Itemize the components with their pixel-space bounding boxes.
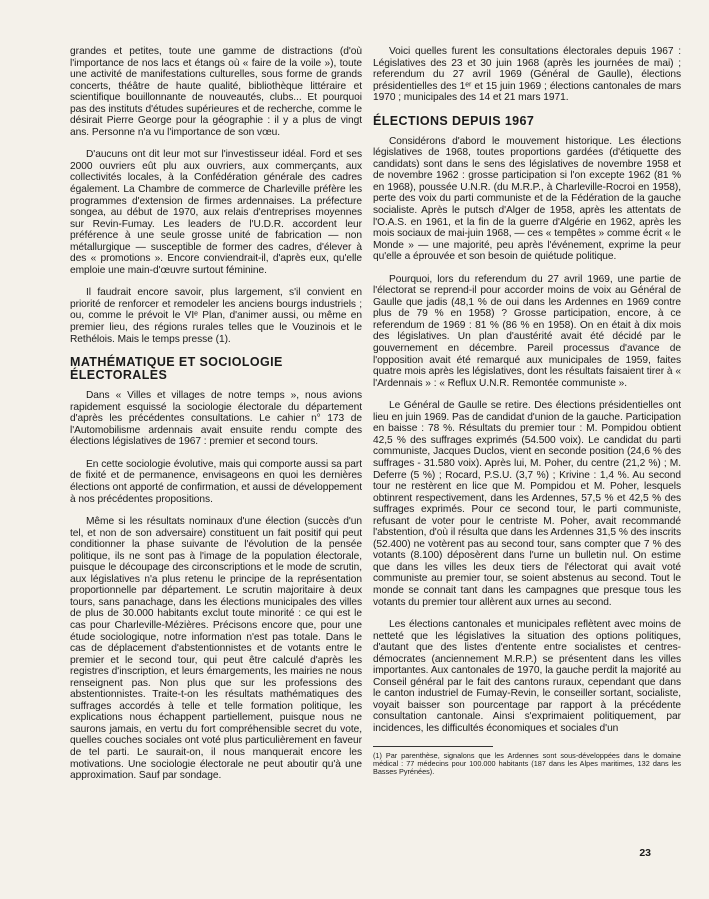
paragraph: En cette sociologie évolutive, mais qui comporte aussi sa part de fixité et de permanence, envisageons en quoi les dernières élections ont apporté de confirmation, et aussi de développement à nos précédentes propositions. [70,458,362,505]
paragraph: Les élections cantonales et municipales reflètent avec moins de netteté que les législatives la situation des options politiques, d'autant que des listes d'entente entre socialistes et centres-démocrates (anciennement M.R.P.) se présentent dans les villes importantes. Aux cantonales de 1970, la gauche perdit la majorité au Conseil général par le fait des cantons ruraux, cependant que dans le canton industriel de Fumay-Revin, le conseiller sortant, socialiste, voyait baisser son pourcentage par rapport à la précédente consultation cantonale. Ainsi s'exprimaient politiquement, par incidences, les difficultés économiques et sociales d'un [373,619,681,734]
left-column [70,46,362,793]
section-heading: MATHÉMATIQUE ET SOCIOLOGIE ÉLECTORALES [70,355,283,383]
paragraph: Voici quelles furent les consultations électorales depuis 1967 : Législatives des 23 et 30 juin 1968 (après les journées de mai) ; referendum du 27 avril 1969 (Général de Gaulle), élections présidentielles des 1ᵉʳ et 15 juin 1969 ; élections cantonales de mars 1970 ; municipales des 14 et 21 mars 1971. [373,46,681,104]
paragraph: grandes et petites, toute une gamme de distractions (d'où l'importance de nos lacs et étangs où « faire de la voile »), toute une activité de manifestations culturelles, sous forme de grands concerts, théâtre de haute qualité, bibliothèque littéraire et scientifique bouillonnante de nouveautés, clubs... Et pourquoi pas des instituts d'études supérieures et de recherche, comme le désirait Pierre George pour la géographie : il y a plus de vingt ans. Personne n'a vu l'importance de son vœu. [70,46,362,138]
footnote: (1) Par parenthèse, signalons que les Ardennes sont sous-développées dans le domaine médical : 77 médecins pour 100.000 habitants (187 dans les Alpes maritimes, 132 dans les Basses Pyrénées). [373,750,681,777]
page-number: 23 [639,847,651,859]
paragraph: Pourquoi, lors du referendum du 27 avril 1969, une partie de l'électorat se reprend-il pour accorder moins de voix au Général de Gaulle que jadis (48,1 % de oui dans les Ardennes en 1969 contre plus de 79 % en 1958) ? Grosse participation, encore, à ce referendum de 1969 : 81 % (86 % en 1958). On en était à dix mois des législatives. Un plan d'austérité avait été décidé par le gouvernement en décembre. Pareil processus d'avance de l'opposition avait été remarqué aux municipales de 1959, faites quatre mois après les législatives, dont les résultats faisaient tirer à « l'Ardennais » : « Reflux U.N.R. Remontée communiste ». [373,273,681,389]
paragraph: Il faudrait encore savoir, plus largement, s'il convient en priorité de renforcer et remodeler les anciens bourgs industriels ; ou, comme le prévoit le VIᵉ Plan, d'animer aussi, ou même en premier lieu, des régions rurales telles que le Vouzinois et le Rethélois. Mais le temps presse (1). [70,287,362,345]
paragraph: Le Général de Gaulle se retire. Des élections présidentielles ont lieu en juin 1969. Pas de candidat d'union de la gauche. Participation en baisse : 78 %. Résultats du premier tour : M. Pompidou obtient 42,5 % des suffrages exprimés (54.500 voix). Le candidat du parti communiste, Jacques Duclos, vient en seconde position (24,6 % des suffrages - 31.580 voix). Après lui, M. Poher, du centre (21,2 %) ; M. Deferre (5 %) ; Rocard, P.S.U. (3,7 %) ; Krivine : 1,4 %. Au second tour ne restèrent en lice que M. Pompidou et M. Poher, lesquels obtinrent respectivement, dans les Ardennes, 57,5 % et 42,5 % des suffrages exprimés. Pour ce second tour, le parti communiste, refusant de voter pour le centriste M. Poher, avait recommandé l'abstention, d'où il résulta que dans les Ardennes 31,5 % des inscrits (52.400) ne votèrent pas au second tour, sans compter que 7 % des votants (8.100) déposèrent dans l'urne un bulletin nul. On estime que dans les villes les deux tiers de l'électorat qui avait voté communiste au premier tour, se soient abstenus au second. Tout le monde se connait tant dans les campagnes que presque tous les votants du premier tour allèrent aux urnes au second. [373,400,681,608]
paragraph: Même si les résultats nominaux d'une élection (succès d'un tel, et non de son adversaire) constituent un fait positif qui peut conditionner la phase suivante de l'évolution de la pensée politique, ils ne sont pas à l'image de la population électorale, puisque le découpage des circonscriptions et le mode de scrutin, aux législatives n'a plus retenu le principe de la représentation proportionnelle par département. Le scrutin majoritaire à deux tours, sans panachage, dans les élections municipales des villes de plus de 30.000 habitants exclut toute minorité : ce qui est le cas pour Charleville-Mézières. Précisons encore que, pour une étude sociologique, notre information n'est pas totale. Dans le cas de déplacement d'abstentionnistes et de votants entre le premier et le second tour, qui peut être calculé d'après les registres d'inscription, et leurs émargements, les mairies ne nous renseignent pas. Non plus que sur les professions des abstentionnistes. Traite-t-on les résultats mathématiques des suffrages accordés à telle et telle formation politique, les explications nous échappent partiellement, puisque nous ne saurons jamais, en vertu du fort compréhensible secret du vote, quelles couches sociales ont voté plus particulièrement en faveur de tel parti. Le saurait-on, il nous manquerait encore les motivations. Une sociologie électorale ne peut aboutir qu'à une approximation. Sauf par sondage. [70,516,362,782]
section-heading: ÉLECTIONS DEPUIS 1967 [373,113,535,128]
right-column [373,46,681,777]
paragraph: Dans « Villes et villages de notre temps », nous avions rapidement esquissé la sociologie électorale du département d'après les précédentes consultations. Le cahier n° 173 de l'Automobilisme ardennais avait ensuite rendu compte des élections législatives de 1967 : premier et second tours. [70,390,362,448]
paragraph: D'aucuns ont dit leur mot sur l'investisseur idéal. Ford et ses 2000 ouvriers eût plu aux ouvriers, aux commerçants, aux collectivités locales, à la Confédération générale des cadres également. La Chambre de commerce de Charleville préfère les programmes d'extension de firmes ardennaises. La préfecture songea, au début de 1970, aux relais d'entreprises moyennes sur Revin-Fumay. Les leaders de l'U.D.R. accordent leur préférence à une seule grosse unité de fabrication — non métallurgique — susceptible de former des cadres, d'élever à des « promotions ». Encore conviendrait-il, d'après eux, qu'elle emploie une main-d'œuvre surtout féminine. [70,149,362,276]
footnote-rule [373,746,493,750]
paragraph: Considérons d'abord le mouvement historique. Les élections législatives de 1968, toutes proportions gardées (d'étiquette des candidats) sont dans le sens des législatives de novembre 1958 et de novembre 1962 : grosse participation si l'on excepte 1962 (81 % en 1968), poussée U.N.R. (du M.R.P., à Charleville-Rocroi en 1958), perte des voix du parti communiste et de la Fédération de la gauche socialiste. Après le putsch d'Alger de 1958, après les attentats de l'O.A.S. en 1961, et la fin de la guerre d'Algérie en 1962, après les mois sociaux de mai-juin 1968, — ces « tempêtes » comme écrit « le Monde » — une majorité, peu après l'événement, exprime la peur qu'elle a éprouvée et son besoin de quiétude politique. [373,135,681,263]
